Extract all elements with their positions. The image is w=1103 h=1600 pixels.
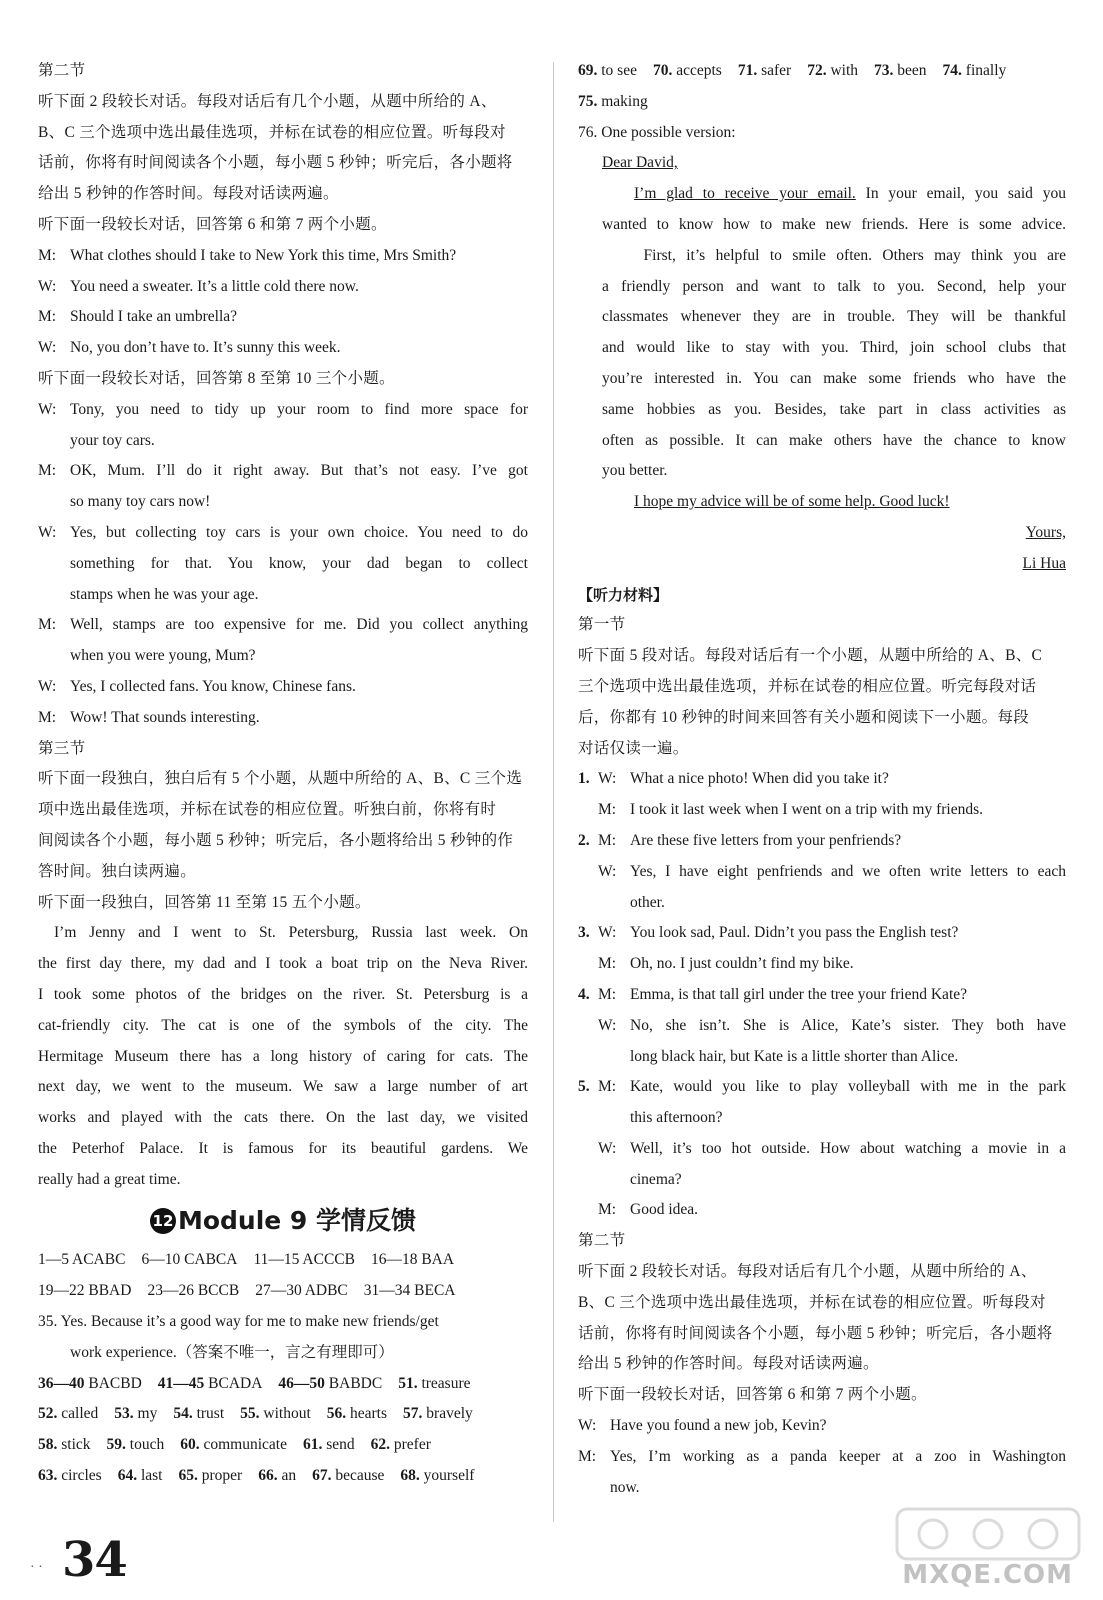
listening-items [578, 764, 1066, 1226]
dialogue-text: Oh, no. I just couldn’t find my bike. [630, 955, 854, 973]
answer-item [303, 1436, 355, 1453]
speaker-label: W: [598, 862, 617, 880]
dialogue-line [38, 672, 528, 703]
letter-closing: I hope my advice will be of some help. Good luck! [634, 493, 950, 511]
dialogue-intro: 听下面一段较长对话，回答第 6 和第 7 两个小题。 [38, 215, 387, 233]
listening-line [578, 1134, 1066, 1165]
monologue-line: Hermitage Museum there has a long history of caring for cats. The [38, 1047, 528, 1065]
answer-number: 54. [173, 1405, 193, 1423]
listening-line [578, 857, 1066, 888]
answer-item [400, 1467, 474, 1484]
letter-yours: Yours, [1025, 523, 1066, 541]
dialogue-text: I took it last week when I went on a trip with my friends. [630, 801, 983, 819]
answer-number: 58. [38, 1436, 58, 1454]
instruction-line: B、C 三个选项中选出最佳选项，并标在试卷的相应位置。听每段对 [578, 1293, 1046, 1311]
answer-35: 35. Yes. Because it’s a good way for me to make new friends/get [38, 1313, 439, 1331]
letter-signature: Li Hua [1022, 554, 1066, 572]
instruction-line: 间阅读各个小题，每小题 5 秒钟；听完后，各小题将给出 5 秒钟的作 [38, 831, 514, 849]
answer-text: trust [196, 1405, 225, 1423]
listening-header: 【听力材料】 [578, 585, 669, 604]
answer-item [173, 1405, 224, 1422]
answer-key-row [38, 1461, 528, 1492]
listening-line [578, 1103, 1066, 1134]
listening-line [578, 1165, 1066, 1196]
answer-text: bravely [426, 1405, 473, 1423]
speaker-label: M: [38, 708, 57, 726]
speaker-label: M: [598, 1201, 617, 1219]
answer-item [38, 1467, 102, 1484]
answer-item [403, 1405, 473, 1422]
instruction-line: 给出 5 秒钟的作答时间。每段对话读两遍。 [578, 1355, 879, 1373]
listening-line [578, 980, 1066, 1011]
speaker-label: M: [598, 985, 617, 1003]
answer-number: 63. [38, 1467, 58, 1485]
answer-item [943, 62, 1007, 79]
dialogue-text: Well, it’s too hot outside. How about watching a movie in a [630, 1139, 1066, 1157]
answer-text: circles [61, 1467, 102, 1485]
instruction-line: 听下面 2 段较长对话。每段对话后有几个小题，从题中所给的 A、 [38, 92, 497, 110]
dialogue-line [38, 549, 528, 580]
speaker-label: W: [38, 677, 57, 695]
answer-number: 51. [398, 1374, 418, 1392]
listening-line [578, 888, 1066, 919]
letter-greeting: Dear David, [602, 154, 678, 172]
answer-number: 64. [117, 1467, 138, 1485]
answer-item [398, 1375, 470, 1392]
speaker-label: M: [598, 801, 617, 819]
dialogue-line [578, 1473, 1066, 1504]
item-number: 4. [578, 985, 590, 1003]
speaker-label: W: [598, 770, 617, 788]
speaker-label: W: [598, 1016, 617, 1034]
answer-item [371, 1436, 431, 1453]
answer-text: touch [129, 1436, 165, 1454]
answer-number: 73. [874, 62, 894, 79]
dialogue-line: W: You need a sweater. It’s a little cold there now. [38, 277, 359, 295]
item-number: 5. [578, 1078, 590, 1096]
answer-item [158, 1375, 263, 1392]
dialogue-text: this afternoon? [630, 1109, 723, 1127]
letter-line: a friendly person and want to talk to you. Second, help your [602, 277, 1066, 295]
answer-text: my [137, 1405, 158, 1423]
answer-item [874, 62, 927, 79]
answer-35-cont: work experience.（答案不唯一，言之有理即可） [70, 1343, 394, 1361]
instruction-line: 项中选出最佳选项，并标在试卷的相应位置。听独白前，你将有时 [38, 801, 497, 819]
answer-number: 70. [652, 62, 673, 79]
instruction-line: 听下面 2 段较长对话。每段对话后有几个小题，从题中所给的 A、 [578, 1263, 1037, 1281]
answer-number: 65. [178, 1467, 198, 1485]
section-heading: 第二节 [38, 62, 86, 79]
listening-line [578, 918, 1066, 949]
answer-item [180, 1436, 287, 1453]
listening-line [578, 949, 1066, 980]
monologue-line: next day, we went to the museum. We saw a large number of art [38, 1078, 528, 1096]
answer-item [807, 62, 858, 79]
answer-text: BABDC [328, 1374, 383, 1392]
right-column [578, 56, 1066, 1503]
answer-item [38, 1405, 98, 1422]
answer-key-row [38, 1369, 528, 1400]
speaker-label: M: [598, 1078, 617, 1096]
letter-line: classmates whenever they are in trouble. They will be thankful [602, 308, 1066, 326]
answer-text: stick [61, 1436, 91, 1454]
answer-item [327, 1405, 387, 1422]
speaker-label: W: [598, 1139, 617, 1157]
answer-text: hearts [350, 1405, 388, 1423]
instruction-line: 话前，你将有时间阅读各个小题，每小题 5 秒钟；听完后，各小题将 [38, 154, 513, 172]
listening-line [578, 1072, 1066, 1103]
answer-number: 61. [302, 1436, 323, 1454]
column-divider [553, 62, 554, 1522]
dialogue-text: Yes, I collected fans. You know, Chinese fans. [70, 677, 356, 695]
answer-number: 67. [312, 1467, 332, 1485]
answer-text: with [830, 62, 859, 79]
answer-text: called [61, 1405, 99, 1423]
answer-text: communicate [203, 1436, 287, 1454]
dialogue-line: W: No, you don’t have to. It’s sunny this week. [38, 339, 341, 357]
answer-item [178, 1467, 242, 1484]
answer-item [118, 1467, 163, 1484]
answer-item [738, 62, 791, 79]
instruction-line: 后，你都有 10 秒钟的时间来回答有关小题和阅读下一小题。每段 [578, 708, 1030, 726]
answer-text: BACBD [88, 1374, 142, 1392]
item-number: 2. [578, 831, 590, 849]
answer-key-row [38, 1430, 528, 1461]
letter-line: you better. [602, 462, 668, 480]
answer-number: 56. [326, 1405, 347, 1423]
letter-body [578, 210, 1066, 487]
dialogue-text: Yes, I have eight penfriends and we often write letters to each [630, 862, 1066, 880]
dialogue-text: so many toy cars now! [70, 493, 211, 511]
dialogue-line: M: What clothes should I take to New York this time, Mrs Smith? [38, 246, 457, 264]
module-number-badge: 12 [150, 1208, 176, 1234]
answer-key-row [38, 1399, 528, 1430]
answer-text: yourself [423, 1467, 475, 1485]
dialogue-line [38, 610, 528, 641]
dialogue-text: Well, stamps are too expensive for me. Did you collect anything [70, 616, 528, 634]
monologue-line: really had a great time. [38, 1170, 181, 1188]
instruction-line: 对话仅读一遍。 [578, 739, 689, 757]
answer-number: 52. [38, 1405, 58, 1423]
answer-number: 71. [737, 62, 758, 79]
answer-text: last [140, 1467, 163, 1485]
answer-item [278, 1375, 382, 1392]
letter-line: same hobbies as you. Besides, take part in class activities as [602, 400, 1066, 418]
answer-key-row: 19—22 BBAD 23—26 BCCB 27—30 ADBC 31—34 BECA [38, 1282, 456, 1300]
answer-item [240, 1405, 311, 1422]
answer-text: send [326, 1436, 355, 1454]
dialogue-text: cinema? [630, 1170, 682, 1188]
answer-number: 72. [807, 62, 827, 79]
answer-text: accepts [676, 62, 722, 79]
answer-76-heading: 76. One possible version: [578, 123, 736, 141]
answer-text: prefer [393, 1436, 431, 1454]
speaker-label: W: [598, 924, 617, 942]
dialogue-text: stamps when he was your age. [70, 585, 259, 603]
dialogue-line [38, 518, 528, 549]
answer-item [653, 62, 722, 79]
answer-number: 74. [942, 62, 962, 79]
answer-number: 62. [370, 1436, 391, 1454]
answer-number: 53. [114, 1405, 134, 1423]
listening-line [578, 795, 1066, 826]
dialogue-text: something for that. You know, your dad began to collect [70, 554, 528, 572]
dialogue-block [38, 395, 528, 734]
monologue-line: the first day there, my dad and I took a boat trip on the Neva River. [38, 955, 528, 973]
monologue-line: cat-friendly city. The cat is one of the symbols of the city. The [38, 1016, 528, 1034]
dialogue-line: M: Should I take an umbrella? [38, 308, 238, 326]
speaker-label: M: [38, 462, 57, 480]
dialogue-line [578, 1442, 1066, 1473]
answer-item [38, 1375, 142, 1392]
monologue-intro: 听下面一段独白，回答第 11 至第 15 五个小题。 [38, 893, 371, 911]
answer-number: 36—40 [38, 1374, 85, 1392]
answer-number: 41—45 [157, 1374, 205, 1392]
speaker-label: M: [578, 1447, 597, 1465]
item-number: 1. [578, 770, 590, 788]
answer-text: finally [965, 62, 1007, 79]
dialogue-text: Good idea. [630, 1201, 699, 1219]
monologue-line: I took some photos of the bridges on the river. St. Petersburg is a [38, 985, 528, 1003]
section-heading: 第二节 [578, 1232, 626, 1250]
dialogue-text: OK, Mum. I’ll do it right away. But that’s not easy. I’ve got [70, 462, 528, 480]
listening-line [578, 764, 1066, 795]
speaker-label: W: [38, 400, 57, 418]
instruction-line: 听下面 5 段对话。每段对话后有一个小题，从题中所给的 A、B、C [578, 647, 1043, 665]
dialogue-line [38, 641, 528, 672]
dialogue-text: Tony, you need to tidy up your room to find more space for [70, 400, 528, 418]
answer-item [258, 1467, 296, 1484]
dialogue-text: What a nice photo! When did you take it? [630, 770, 889, 788]
answer-item [114, 1405, 157, 1422]
answer-item [107, 1436, 165, 1453]
dialogue-intro: 听下面一段较长对话，回答第 6 和第 7 两个小题。 [578, 1386, 927, 1404]
dialogue-text: other. [630, 893, 665, 911]
dialogue-text: No, she isn’t. She is Alice, Kate’s sister. They both have [630, 1016, 1066, 1034]
answer-number: 46—50 [278, 1374, 325, 1392]
dialogue-text: Wow! That sounds interesting. [70, 708, 260, 726]
answer-text: safer [761, 62, 792, 79]
monologue-line: the Peterhof Palace. It is famous for its beautiful gardens. We [38, 1139, 528, 1157]
answer-text: proper [201, 1467, 243, 1485]
answer-number: 68. [400, 1467, 420, 1485]
dialogue-text: when you were young, Mum? [70, 647, 256, 665]
instruction-line: 三个选项中选出最佳选项，并标在试卷的相应位置。听完每段对话 [578, 677, 1037, 695]
dialogue-line [38, 487, 528, 518]
page-number: 34 [62, 1532, 127, 1588]
listening-line [578, 1042, 1066, 1073]
dialogue-text: long black hair, but Kate is a little shorter than Alice. [630, 1047, 959, 1065]
item-number: 3. [578, 924, 590, 942]
answer-number: 69. [578, 62, 598, 79]
answer-text: treasure [421, 1374, 471, 1392]
monologue-line: I’m Jenny and I went to St. Petersburg, Russia last week. On [54, 924, 528, 942]
page-decoration: · · [30, 1560, 43, 1575]
answer-key-row [578, 56, 1066, 87]
letter-line: First, it’s helpful to smile often. Others may think you are [602, 246, 1066, 264]
speaker-label: M: [38, 616, 57, 634]
letter-line: and would like to stay with you. Third, join school clubs that [602, 339, 1066, 357]
dialogue-block [578, 1411, 1066, 1503]
listening-line [578, 826, 1066, 857]
answer-item [312, 1467, 384, 1484]
dialogue-line [578, 1411, 1066, 1442]
letter-line: often as possible. It can make others have the chance to know [602, 431, 1066, 449]
instruction-line: B、C 三个选项中选出最佳选项，并标在试卷的相应位置。听每段对 [38, 123, 506, 141]
answer-key-row: 1—5 ACABC 6—10 CABCA 11—15 ACCCB 16—18 BAA [38, 1251, 455, 1269]
dialogue-text: Emma, is that tall girl under the tree your friend Kate? [630, 985, 968, 1003]
listening-line [578, 1011, 1066, 1042]
dialogue-text: Kate, would you like to play volleyball with me in the park [630, 1078, 1066, 1096]
letter-line: you’re interested in. You can make some friends who have the [602, 369, 1066, 387]
speaker-label: W: [578, 1417, 597, 1435]
dialogue-line [38, 395, 528, 426]
left-column [38, 56, 528, 1492]
dialogue-intro: 听下面一段较长对话，回答第 8 至第 10 三个小题。 [38, 369, 395, 387]
dialogue-text: Yes, I’m working as a panda keeper at a zoo in Washington [610, 1447, 1066, 1465]
speaker-label: M: [598, 831, 617, 849]
answer-number: 60. [180, 1436, 200, 1454]
dialogue-text: Have you found a new job, Kevin? [610, 1417, 827, 1435]
answer-text: without [263, 1405, 311, 1423]
answer-text: an [281, 1467, 297, 1485]
instruction-line: 答时间。独白读两遍。 [38, 862, 197, 880]
section-heading: 第一节 [578, 616, 626, 634]
dialogue-text: now. [610, 1478, 640, 1496]
dialogue-line [38, 426, 528, 457]
dialogue-text: Are these five letters from your penfriends? [630, 831, 902, 849]
dialogue-text: Yes, but collecting toy cars is your own choice. You need to do [70, 523, 528, 541]
letter-line: I’m glad to receive your email. In your email, you said you [634, 185, 1066, 203]
answer-text: to see [601, 62, 637, 79]
answer-item [578, 62, 637, 79]
letter-line: wanted to know how to make new friends. Here is some advice. [602, 215, 1066, 233]
section-heading: 第三节 [38, 739, 86, 757]
listening-line [578, 1195, 1066, 1226]
answer-item [38, 1436, 91, 1453]
dialogue-text: You look sad, Paul. Didn’t you pass the English test? [630, 924, 959, 942]
speaker-label: M: [598, 955, 617, 973]
instruction-line: 听下面一段独白，独白后有 5 个小题，从题中所给的 A、B、C 三个选 [38, 770, 523, 788]
answer-text: because [335, 1467, 385, 1485]
watermark-text: MXQE.COM [902, 1560, 1073, 1590]
speaker-label: W: [38, 523, 57, 541]
answer-number: 59. [106, 1436, 126, 1454]
answer-number: 57. [403, 1405, 423, 1423]
answer-number: 55. [240, 1405, 260, 1423]
answer-number: 66. [258, 1467, 278, 1485]
answer-text: BCADA [208, 1374, 263, 1392]
module-title: 12 Module 9 学情反馈 [38, 1201, 528, 1241]
answer-key-row: 75. making [578, 92, 648, 110]
dialogue-line [38, 580, 528, 611]
dialogue-line [38, 703, 528, 734]
dialogue-text: your toy cars. [70, 431, 155, 449]
instruction-line: 给出 5 秒钟的作答时间。每段对话读两遍。 [38, 185, 339, 203]
monologue-text [38, 918, 528, 1195]
dialogue-line [38, 456, 528, 487]
instruction-line: 话前，你将有时间阅读各个小题，每小题 5 秒钟；听完后，各小题将 [578, 1324, 1053, 1342]
answer-text: been [897, 62, 927, 79]
monologue-line: works and played with the cats there. On the last day, we visited [38, 1109, 528, 1127]
